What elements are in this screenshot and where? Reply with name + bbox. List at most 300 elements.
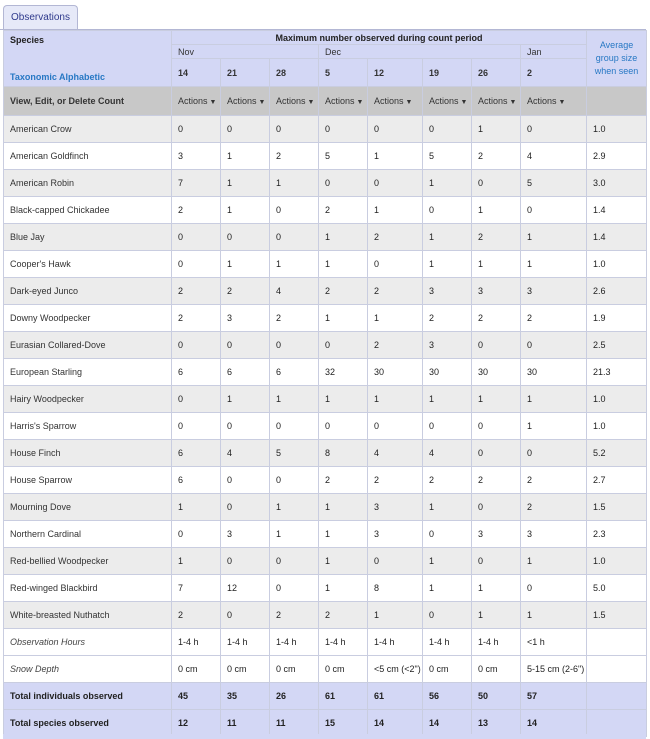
day-header: 26 xyxy=(472,59,521,87)
count-cell: 5 xyxy=(270,440,319,467)
actions-cell xyxy=(423,87,472,116)
total-individuals-row-value: 35 xyxy=(221,683,270,710)
count-cell: 0 xyxy=(319,332,368,359)
count-cell: 1 xyxy=(423,548,472,575)
snow-depth-row-label: Snow Depth xyxy=(4,656,172,683)
species-name: Eurasian Collared-Dove xyxy=(4,332,172,359)
count-cell: 0 xyxy=(221,332,270,359)
table-row xyxy=(4,224,647,251)
count-cell: 0 xyxy=(172,521,221,548)
count-cell: 0 xyxy=(270,467,319,494)
count-cell: 2 xyxy=(172,197,221,224)
count-cell: 2 xyxy=(319,602,368,629)
count-cell: 1 xyxy=(423,575,472,602)
count-cell: 2 xyxy=(319,467,368,494)
day-header: 21 xyxy=(221,59,270,87)
count-cell: 1 xyxy=(319,494,368,521)
count-cell: 2 xyxy=(270,143,319,170)
total-species-row-value: 11 xyxy=(221,710,270,737)
count-cell: 0 xyxy=(172,116,221,143)
observation-hours-row-value: 1-4 h xyxy=(423,629,472,656)
average-cell: 1.9 xyxy=(587,305,647,332)
average-cell: 2.9 xyxy=(587,143,647,170)
average-cell: 2.3 xyxy=(587,521,647,548)
observation-hours-row-value: 1-4 h xyxy=(368,629,423,656)
count-cell: 1 xyxy=(319,521,368,548)
count-cell: 0 xyxy=(423,197,472,224)
count-cell: 3 xyxy=(472,521,521,548)
table-row xyxy=(4,170,647,197)
total-species-row xyxy=(4,710,647,737)
count-cell: 32 xyxy=(319,359,368,386)
count-cell: 1 xyxy=(221,197,270,224)
count-cell: 3 xyxy=(472,278,521,305)
species-name: Red-bellied Woodpecker xyxy=(4,548,172,575)
count-cell: 1 xyxy=(270,386,319,413)
species-name: House Finch xyxy=(4,440,172,467)
count-cell: 0 xyxy=(472,413,521,440)
count-cell: 1 xyxy=(172,548,221,575)
count-cell: 1 xyxy=(319,224,368,251)
snow-depth-row-value: 0 cm xyxy=(172,656,221,683)
count-cell: 1 xyxy=(319,251,368,278)
species-name: Northern Cardinal xyxy=(4,521,172,548)
count-cell: 1 xyxy=(319,386,368,413)
observation-hours-row-value: <1 h xyxy=(521,629,587,656)
total-species-row-value: 12 xyxy=(172,710,221,737)
count-cell: 6 xyxy=(172,467,221,494)
species-name: American Crow xyxy=(4,116,172,143)
actions-label: Actions xyxy=(429,96,459,106)
count-cell: 1 xyxy=(221,170,270,197)
count-cell: 0 xyxy=(521,575,587,602)
actions-cell xyxy=(472,87,521,116)
day-header: 5 xyxy=(319,59,368,87)
actions-cell xyxy=(319,87,368,116)
species-name: White-breasted Nuthatch xyxy=(4,602,172,629)
species-name: Black-capped Chickadee xyxy=(4,197,172,224)
count-cell: 6 xyxy=(172,440,221,467)
species-name: American Robin xyxy=(4,170,172,197)
average-cell: 1.4 xyxy=(587,224,647,251)
count-cell: 1 xyxy=(221,251,270,278)
count-cell: 0 xyxy=(423,602,472,629)
month-dec: Dec xyxy=(319,45,521,59)
count-cell: 0 xyxy=(221,548,270,575)
count-cell: 2 xyxy=(472,224,521,251)
count-cell: 0 xyxy=(521,197,587,224)
count-cell: 1 xyxy=(221,386,270,413)
total-individuals-row-value: 57 xyxy=(521,683,587,710)
average-cell: 2.5 xyxy=(587,332,647,359)
count-cell: 2 xyxy=(368,278,423,305)
count-cell: 1 xyxy=(270,251,319,278)
species-label: Species xyxy=(10,35,45,45)
snow-depth-row-value: <5 cm (<2") xyxy=(368,656,423,683)
count-cell: 2 xyxy=(270,305,319,332)
count-cell: 0 xyxy=(472,440,521,467)
actions-cell xyxy=(221,87,270,116)
count-cell: 0 xyxy=(221,602,270,629)
count-cell: 0 xyxy=(172,332,221,359)
day-header: 19 xyxy=(423,59,472,87)
count-cell: 0 xyxy=(521,440,587,467)
count-cell: 2 xyxy=(521,467,587,494)
count-cell: 12 xyxy=(221,575,270,602)
table-row xyxy=(4,467,647,494)
actions-row-label: View, Edit, or Delete Count xyxy=(4,87,172,116)
count-cell: 0 xyxy=(423,116,472,143)
caret-down-icon: ▼ xyxy=(307,99,315,106)
count-cell: 0 xyxy=(270,224,319,251)
actions-label: Actions xyxy=(325,96,355,106)
count-cell: 1 xyxy=(423,494,472,521)
count-cell: 2 xyxy=(472,305,521,332)
average-cell: 1.0 xyxy=(587,116,647,143)
actions-dropdown[interactable] xyxy=(527,96,565,106)
count-cell: 0 xyxy=(270,197,319,224)
count-cell: 8 xyxy=(319,440,368,467)
count-cell: 2 xyxy=(319,278,368,305)
count-cell: 3 xyxy=(172,143,221,170)
count-cell: 8 xyxy=(368,575,423,602)
actions-label: Actions xyxy=(478,96,508,106)
count-cell: 3 xyxy=(368,521,423,548)
count-cell: 7 xyxy=(172,575,221,602)
species-name: European Starling xyxy=(4,359,172,386)
count-cell: 6 xyxy=(270,359,319,386)
total-species-row-value: 13 xyxy=(472,710,521,737)
count-cell: 0 xyxy=(472,548,521,575)
count-cell: 1 xyxy=(472,251,521,278)
month-nov: Nov xyxy=(172,45,319,59)
count-cell: 4 xyxy=(368,440,423,467)
average-cell: 1.4 xyxy=(587,197,647,224)
count-cell: 1 xyxy=(423,170,472,197)
count-cell: 0 xyxy=(368,548,423,575)
total-individuals-row-value: 61 xyxy=(368,683,423,710)
count-cell: 2 xyxy=(521,494,587,521)
observation-hours-row-value: 1-4 h xyxy=(172,629,221,656)
observation-hours-row-value: 1-4 h xyxy=(221,629,270,656)
count-cell: 0 xyxy=(270,413,319,440)
species-name: Downy Woodpecker xyxy=(4,305,172,332)
count-cell: 6 xyxy=(172,359,221,386)
total-species-row-label: Total species observed xyxy=(4,710,172,737)
count-cell: 3 xyxy=(221,305,270,332)
species-name: Harris's Sparrow xyxy=(4,413,172,440)
count-cell: 0 xyxy=(221,413,270,440)
average-cell: 2.7 xyxy=(587,467,647,494)
count-cell: 1 xyxy=(221,143,270,170)
snow-depth-row-value: 0 cm xyxy=(472,656,521,683)
day-header: 14 xyxy=(172,59,221,87)
table-row xyxy=(4,305,647,332)
average-cell: 1.5 xyxy=(587,494,647,521)
count-cell: 30 xyxy=(521,359,587,386)
count-cell: 5 xyxy=(319,143,368,170)
count-cell: 0 xyxy=(172,386,221,413)
table-row xyxy=(4,332,647,359)
count-cell: 0 xyxy=(221,224,270,251)
table-row xyxy=(4,359,647,386)
actions-dropdown[interactable] xyxy=(227,96,265,106)
count-cell: 1 xyxy=(368,197,423,224)
count-cell: 5 xyxy=(521,170,587,197)
count-cell: 0 xyxy=(423,521,472,548)
actions-label: Actions xyxy=(178,96,208,106)
total-individuals-row-value: 50 xyxy=(472,683,521,710)
caret-down-icon: ▼ xyxy=(405,99,413,106)
count-cell: 3 xyxy=(423,278,472,305)
count-cell: 1 xyxy=(270,494,319,521)
actions-cell xyxy=(270,87,319,116)
actions-dropdown[interactable] xyxy=(325,96,363,106)
species-name: American Goldfinch xyxy=(4,143,172,170)
count-cell: 0 xyxy=(368,251,423,278)
count-cell: 2 xyxy=(172,602,221,629)
count-cell: 1 xyxy=(319,548,368,575)
actions-cell xyxy=(368,87,423,116)
count-cell: 2 xyxy=(423,467,472,494)
count-cell: 0 xyxy=(319,413,368,440)
count-cell: 0 xyxy=(319,170,368,197)
observation-hours-row-label: Observation Hours xyxy=(4,629,172,656)
actions-cell xyxy=(172,87,221,116)
caret-down-icon: ▼ xyxy=(258,99,266,106)
count-cell: 1 xyxy=(472,575,521,602)
actions-dropdown[interactable] xyxy=(374,96,412,106)
count-cell: 1 xyxy=(521,602,587,629)
total-species-row-value: 15 xyxy=(319,710,368,737)
count-cell: 4 xyxy=(423,440,472,467)
snow-depth-row-value: 0 cm xyxy=(270,656,319,683)
count-cell: 0 xyxy=(172,224,221,251)
count-cell: 2 xyxy=(472,143,521,170)
average-cell: 1.0 xyxy=(587,386,647,413)
count-cell: 2 xyxy=(423,305,472,332)
table-row xyxy=(4,116,647,143)
count-cell: 0 xyxy=(172,251,221,278)
count-cell: 2 xyxy=(270,602,319,629)
table-row xyxy=(4,278,647,305)
count-cell: 3 xyxy=(521,278,587,305)
count-cell: 0 xyxy=(172,413,221,440)
count-cell: 1 xyxy=(472,116,521,143)
observation-hours-row-value: 1-4 h xyxy=(319,629,368,656)
count-cell: 1 xyxy=(521,413,587,440)
total-individuals-row-value: 26 xyxy=(270,683,319,710)
average-cell: 5.0 xyxy=(587,575,647,602)
total-species-row-value: 11 xyxy=(270,710,319,737)
table-row xyxy=(4,440,647,467)
snow-depth-row xyxy=(4,656,647,683)
count-cell: 4 xyxy=(521,143,587,170)
species-name: House Sparrow xyxy=(4,467,172,494)
count-cell: 0 xyxy=(472,332,521,359)
total-species-row-value: 14 xyxy=(368,710,423,737)
count-cell: 4 xyxy=(221,440,270,467)
total-individuals-row-value: 45 xyxy=(172,683,221,710)
count-cell: 1 xyxy=(172,494,221,521)
count-cell: 3 xyxy=(368,494,423,521)
actions-label: Actions xyxy=(374,96,404,106)
species-name: Dark-eyed Junco xyxy=(4,278,172,305)
tab-observations[interactable]: Observations xyxy=(3,5,78,30)
actions-label: Actions xyxy=(227,96,257,106)
table-row xyxy=(4,197,647,224)
species-name: Hairy Woodpecker xyxy=(4,386,172,413)
average-cell: 1.0 xyxy=(587,413,647,440)
count-cell: 2 xyxy=(521,305,587,332)
actions-cell xyxy=(521,87,587,116)
table-row xyxy=(4,548,647,575)
count-cell: 0 xyxy=(472,170,521,197)
count-cell: 1 xyxy=(521,251,587,278)
species-name: Red-winged Blackbird xyxy=(4,575,172,602)
table-bottom-strip xyxy=(3,734,646,739)
average-cell: 5.2 xyxy=(587,440,647,467)
day-header: 2 xyxy=(521,59,587,87)
total-species-row-value: 14 xyxy=(423,710,472,737)
count-cell: 0 xyxy=(221,116,270,143)
count-cell: 1 xyxy=(472,386,521,413)
count-cell: 2 xyxy=(368,224,423,251)
caret-down-icon: ▼ xyxy=(356,99,364,106)
total-individuals-row-label: Total individuals observed xyxy=(4,683,172,710)
snow-depth-row-value: 0 cm xyxy=(319,656,368,683)
count-cell: 2 xyxy=(172,278,221,305)
count-cell: 1 xyxy=(368,386,423,413)
total-species-row-empty xyxy=(587,710,647,737)
count-cell: 1 xyxy=(319,575,368,602)
table-row xyxy=(4,413,647,440)
count-cell: 1 xyxy=(423,224,472,251)
count-cell: 1 xyxy=(368,305,423,332)
count-cell: 0 xyxy=(368,170,423,197)
species-column-header xyxy=(4,31,172,87)
count-cell: 0 xyxy=(521,332,587,359)
caret-down-icon: ▼ xyxy=(209,99,217,106)
caret-down-icon: ▼ xyxy=(509,99,517,106)
table-row xyxy=(4,575,647,602)
total-individuals-row-empty xyxy=(587,683,647,710)
count-cell: 1 xyxy=(521,386,587,413)
snow-depth-row-value: 5-15 cm (2-6") xyxy=(521,656,587,683)
count-cell: 1 xyxy=(319,305,368,332)
actions-dropdown[interactable] xyxy=(276,96,314,106)
count-cell: 2 xyxy=(221,278,270,305)
count-cell: 1 xyxy=(368,602,423,629)
count-cell: 0 xyxy=(270,575,319,602)
species-name: Cooper's Hawk xyxy=(4,251,172,278)
taxonomic-alphabetic-link[interactable]: Taxonomic Alphabetic xyxy=(10,72,106,82)
caret-down-icon: ▼ xyxy=(460,99,468,106)
actions-dropdown[interactable] xyxy=(178,96,216,106)
observation-hours-row-empty xyxy=(587,629,647,656)
average-cell: 1.5 xyxy=(587,602,647,629)
average-cell: 2.6 xyxy=(587,278,647,305)
month-jan: Jan xyxy=(521,45,587,59)
count-cell: 1 xyxy=(521,548,587,575)
count-cell: 5 xyxy=(423,143,472,170)
count-cell: 3 xyxy=(521,521,587,548)
count-cell: 1 xyxy=(270,521,319,548)
count-cell: 1 xyxy=(521,224,587,251)
count-cell: 30 xyxy=(423,359,472,386)
average-cell: 21.3 xyxy=(587,359,647,386)
count-cell: 1 xyxy=(472,602,521,629)
average-cell: 1.0 xyxy=(587,251,647,278)
count-cell: 0 xyxy=(423,413,472,440)
actions-dropdown[interactable] xyxy=(429,96,467,106)
count-cell: 0 xyxy=(270,332,319,359)
count-cell: 4 xyxy=(270,278,319,305)
snow-depth-row-value: 0 cm xyxy=(423,656,472,683)
count-cell: 3 xyxy=(221,521,270,548)
total-species-row-value: 14 xyxy=(521,710,587,737)
count-cell: 0 xyxy=(221,467,270,494)
count-cell: 3 xyxy=(423,332,472,359)
total-individuals-row xyxy=(4,683,647,710)
count-cell: 0 xyxy=(221,494,270,521)
observations-table xyxy=(3,30,647,737)
observation-hours-row-value: 1-4 h xyxy=(270,629,319,656)
snow-depth-row-value: 0 cm xyxy=(221,656,270,683)
table-row xyxy=(4,602,647,629)
count-cell: 2 xyxy=(472,467,521,494)
table-row xyxy=(4,386,647,413)
count-cell: 1 xyxy=(368,143,423,170)
table-row xyxy=(4,143,647,170)
species-name: Mourning Dove xyxy=(4,494,172,521)
count-cell: 1 xyxy=(270,170,319,197)
count-cell: 2 xyxy=(172,305,221,332)
observation-hours-row-value: 1-4 h xyxy=(472,629,521,656)
average-group-size-header[interactable] xyxy=(587,31,647,87)
count-cell: 0 xyxy=(270,116,319,143)
observation-hours-row xyxy=(4,629,647,656)
count-cell: 30 xyxy=(368,359,423,386)
actions-label: Actions xyxy=(527,96,557,106)
tab-bar xyxy=(0,0,650,30)
count-cell: 0 xyxy=(472,494,521,521)
count-cell: 0 xyxy=(270,548,319,575)
count-cell: 1 xyxy=(472,197,521,224)
count-cell: 0 xyxy=(368,413,423,440)
snow-depth-row-empty xyxy=(587,656,647,683)
count-cell: 1 xyxy=(423,251,472,278)
count-cell: 30 xyxy=(472,359,521,386)
count-cell: 1 xyxy=(423,386,472,413)
max-observed-header: Maximum number observed during count period xyxy=(172,31,587,45)
actions-dropdown[interactable] xyxy=(478,96,516,106)
avg-label-line-2: group size xyxy=(595,53,638,63)
total-individuals-row-value: 56 xyxy=(423,683,472,710)
average-cell: 3.0 xyxy=(587,170,647,197)
count-cell: 7 xyxy=(172,170,221,197)
count-cell: 6 xyxy=(221,359,270,386)
avg-label-line-1: Average xyxy=(599,40,634,50)
caret-down-icon: ▼ xyxy=(558,99,566,106)
table-row xyxy=(4,521,647,548)
day-header: 12 xyxy=(368,59,423,87)
count-cell: 2 xyxy=(368,467,423,494)
table-row xyxy=(4,251,647,278)
species-name: Blue Jay xyxy=(4,224,172,251)
avg-label-line-3: when seen xyxy=(594,66,639,76)
total-individuals-row-value: 61 xyxy=(319,683,368,710)
